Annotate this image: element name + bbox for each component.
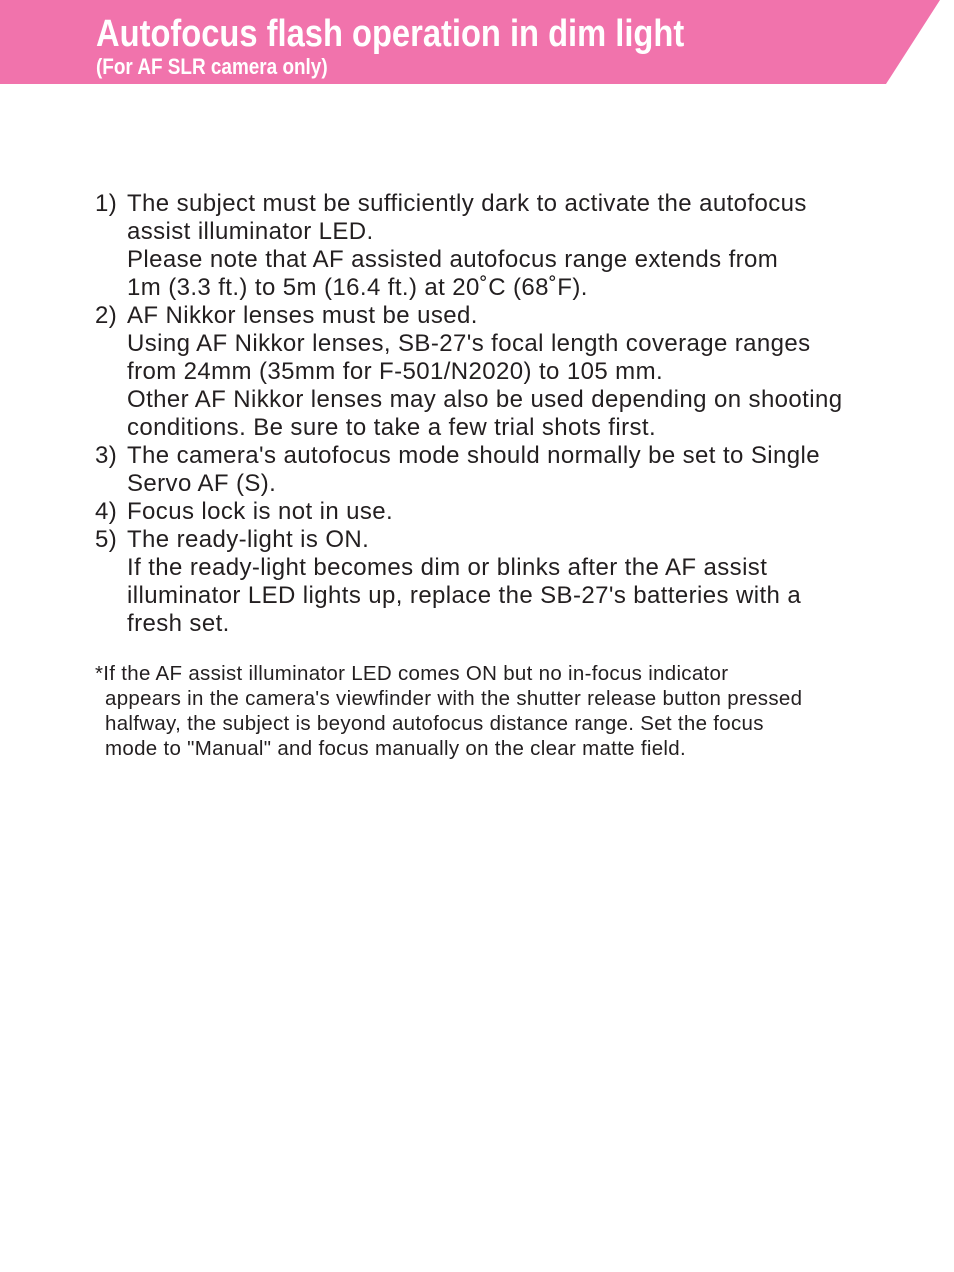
conditions-list <box>95 190 895 638</box>
footnote-line: appears in the camera's viewfinder with the shutter release button pressed <box>105 687 803 710</box>
condition-number: 5) <box>95 526 118 553</box>
condition-line: The ready-light is ON. <box>127 526 370 553</box>
condition-line: If the ready-light becomes dim or blinks after the AF assist <box>127 554 768 581</box>
condition-line: AF Nikkor lenses must be used. <box>127 302 478 329</box>
condition-item <box>95 190 895 302</box>
condition-line: The subject must be sufficiently dark to activate the autofocus <box>127 190 807 217</box>
condition-line: Using AF Nikkor lenses, SB-27's focal length coverage ranges <box>127 330 811 357</box>
condition-line: 1m (3.3 ft.) to 5m (16.4 ft.) at 20˚C (68˚F). <box>127 274 588 301</box>
footnote <box>95 661 915 761</box>
condition-line: from 24mm (35mm for F-501/N2020) to 105 mm. <box>127 358 664 385</box>
condition-line: assist illuminator LED. <box>127 218 374 245</box>
condition-line: fresh set. <box>127 610 230 637</box>
condition-line: Servo AF (S). <box>127 470 277 497</box>
footnote-line: halfway, the subject is beyond autofocus distance range. Set the focus <box>105 712 764 735</box>
footnote-line: *If the AF assist illuminator LED comes ON but no in-focus indicator <box>95 662 729 685</box>
condition-number: 2) <box>95 302 118 329</box>
condition-number: 4) <box>95 498 118 525</box>
page-title: Autofocus flash operation in dim light <box>96 13 685 55</box>
footnote-line: mode to "Manual" and focus manually on the clear matte field. <box>105 737 686 760</box>
condition-item <box>95 526 895 638</box>
condition-item <box>95 498 895 526</box>
condition-line: Focus lock is not in use. <box>127 498 394 525</box>
condition-line: Other AF Nikkor lenses may also be used depending on shooting <box>127 386 843 413</box>
condition-line: illuminator LED lights up, replace the SB-27's batteries with a <box>127 582 802 609</box>
condition-line: Please note that AF assisted autofocus range extends from <box>127 246 779 273</box>
condition-number: 1) <box>95 190 118 217</box>
condition-item <box>95 302 895 442</box>
condition-line: The camera's autofocus mode should normally be set to Single <box>127 442 820 469</box>
condition-item <box>95 442 895 498</box>
condition-number: 3) <box>95 442 118 469</box>
page-subtitle: (For AF SLR camera only) <box>96 54 328 79</box>
condition-line: conditions. Be sure to take a few trial shots first. <box>127 414 657 441</box>
